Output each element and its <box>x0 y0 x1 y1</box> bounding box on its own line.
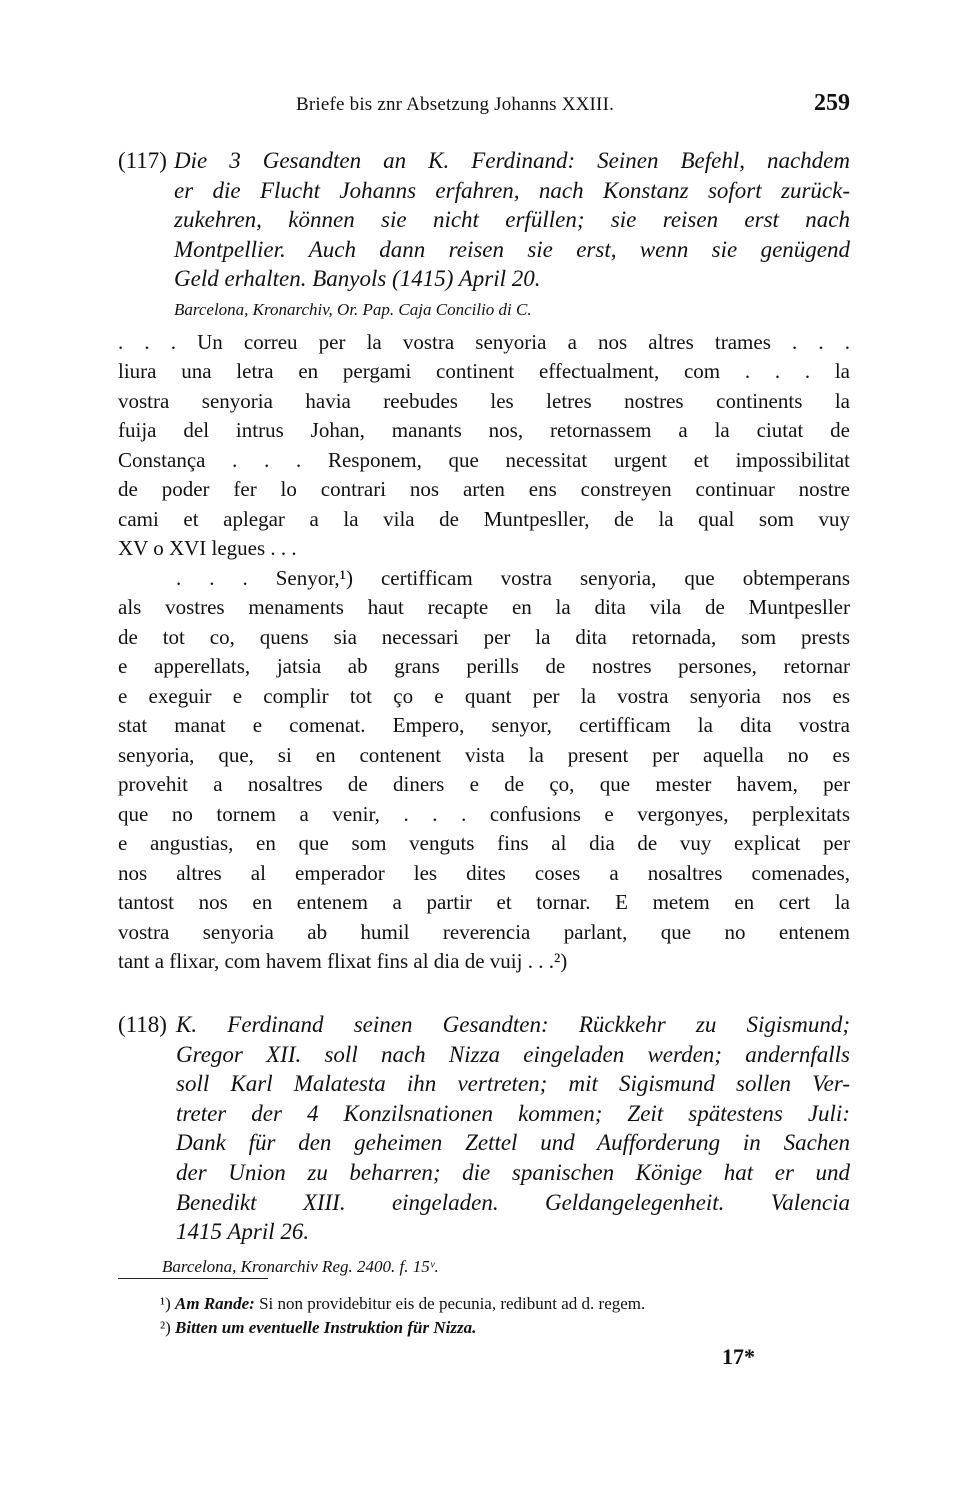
footnotes <box>160 1292 645 1340</box>
signature-mark: 17* <box>722 1344 755 1369</box>
footnote-label: Am Rande: <box>175 1294 255 1313</box>
footnote-marker: ²) <box>160 1318 171 1337</box>
text-line: senyoria, que, si en contenent vista la present per aquella no es <box>118 742 850 767</box>
regest-line: K. Ferdinand seinen Gesandten: Rückkehr zu Sigismund; <box>176 1012 850 1037</box>
text-line: stat manat e comenat. Empero, senyor, certifficam la dita vostra <box>118 713 850 738</box>
entry-117 <box>118 146 850 977</box>
text-line: Constança . . . Responem, que necessitat urgent et impossibilitat <box>118 447 850 472</box>
regest-line: er die Flucht Johanns erfahren, nach Konstanz sofort zurück- <box>174 177 850 203</box>
text-line: XV o XVI legues . . . <box>118 536 297 561</box>
regest-line: Gregor XII. soll nach Nizza eingeladen werden; andernfalls <box>176 1041 850 1067</box>
regest-line: der Union zu beharren; die spanischen Könige hat er und <box>176 1159 850 1185</box>
text-line: cami et aplegar a la vila de Muntpesller, de la qual som vuy <box>118 506 850 531</box>
text-line: de tot co, quens sia necessari per la dita retornada, som prests <box>118 624 850 649</box>
letter-text <box>118 328 850 977</box>
regest-line: Dank für den geheimen Zettel und Aufforderung in Sachen <box>176 1130 850 1156</box>
regest-line: soll Karl Malatesta ihn vertreten; mit Sigismund sollen Ver- <box>176 1071 850 1097</box>
regest-line: zukehren, können sie nicht erfüllen; sie reisen erst nach <box>174 207 850 233</box>
footnote-1 <box>160 1292 645 1316</box>
text-line: tantost nos en entenem a partir et tornar. E metem en cert la <box>118 890 850 915</box>
running-title: Briefe bis znr Absetzung Johanns XXIII. <box>296 94 615 115</box>
regest-line: 1415 April 26. <box>176 1219 310 1245</box>
footnote-2 <box>160 1316 645 1340</box>
text-line: vostra senyoria havia reebudes les letres nostres continents la <box>118 388 850 413</box>
regest-line: Montpellier. Auch dann reisen sie erst, wenn sie genügend <box>174 236 850 262</box>
text-line: fuija del intrus Johan, manants nos, retornassem a la ciutat de <box>118 418 850 443</box>
regest-line: Die 3 Gesandten an K. Ferdinand: Seinen Befehl, nachdem <box>174 148 850 173</box>
text-line: e angustias, en que som venguts fins al dia de vuy explicat per <box>118 831 850 856</box>
footnote-divider <box>118 1278 268 1279</box>
regest-line: Benedikt XIII. eingeladen. Geldangelegenheit. Valencia <box>176 1189 850 1215</box>
page-number: 259 <box>814 90 850 116</box>
regest-text <box>174 146 850 294</box>
text-line: als vostres menaments haut recapte en la dita vila de Muntpesller <box>118 595 850 620</box>
regest-line: treter der 4 Konzilsnationen kommen; Zeit spätestens Juli: <box>176 1100 850 1126</box>
text-line: nos altres al emperador les dites coses a nosaltres comenades, <box>118 860 850 885</box>
text-line: de poder fer lo contrari nos arten ens constreyen continuar nostre <box>118 477 850 502</box>
archive-source: Barcelona, Kronarchiv Reg. 2400. f. 15ᵛ. <box>162 1256 439 1276</box>
text-line: provehit a nosaltres de diners e de ço, que mester havem, per <box>118 772 850 797</box>
text-line: e apperellats, jatsia ab grans perills de nostres persones, retornar <box>118 654 850 679</box>
text-line: e exeguir e complir tot ço e quant per la vostra senyoria nos es <box>118 683 850 708</box>
entry-number: (117) <box>118 148 167 173</box>
footnote-label: Bitten um eventuelle Instruktion für Nizza. <box>175 1318 477 1337</box>
entry-118 <box>118 1010 850 1277</box>
regest <box>118 1010 850 1247</box>
text-line: vostra senyoria ab humil reverencia parlant, que no entenem <box>118 919 850 944</box>
text-line: liura una letra en pergami continent effectualment, com . . . la <box>118 359 850 384</box>
text-line: que no tornem a venir, . . . confusions e vergonyes, perplexitats <box>118 801 850 826</box>
regest-line: Geld erhalten. Banyols (1415) April 20. <box>174 266 541 292</box>
text-line: tant a flixar, com havem flixat fins al dia de vuij . . .²) <box>118 949 568 974</box>
text-line: . . . Un correu per la vostra senyoria a nos altres trames . . . <box>118 329 850 354</box>
footnote-text: Si non providebitur eis de pecunia, redibunt ad d. regem. <box>259 1294 646 1313</box>
archive-source: Barcelona, Kronarchiv, Or. Pap. Caja Concilio di C. <box>174 299 532 319</box>
footnote-marker: ¹) <box>160 1294 171 1313</box>
entry-number: (118) <box>118 1012 167 1037</box>
text-line: . . . Senyor,¹) certifficam vostra senyoria, que obtemperans <box>176 565 850 590</box>
regest-text <box>176 1010 850 1247</box>
regest <box>118 146 850 294</box>
